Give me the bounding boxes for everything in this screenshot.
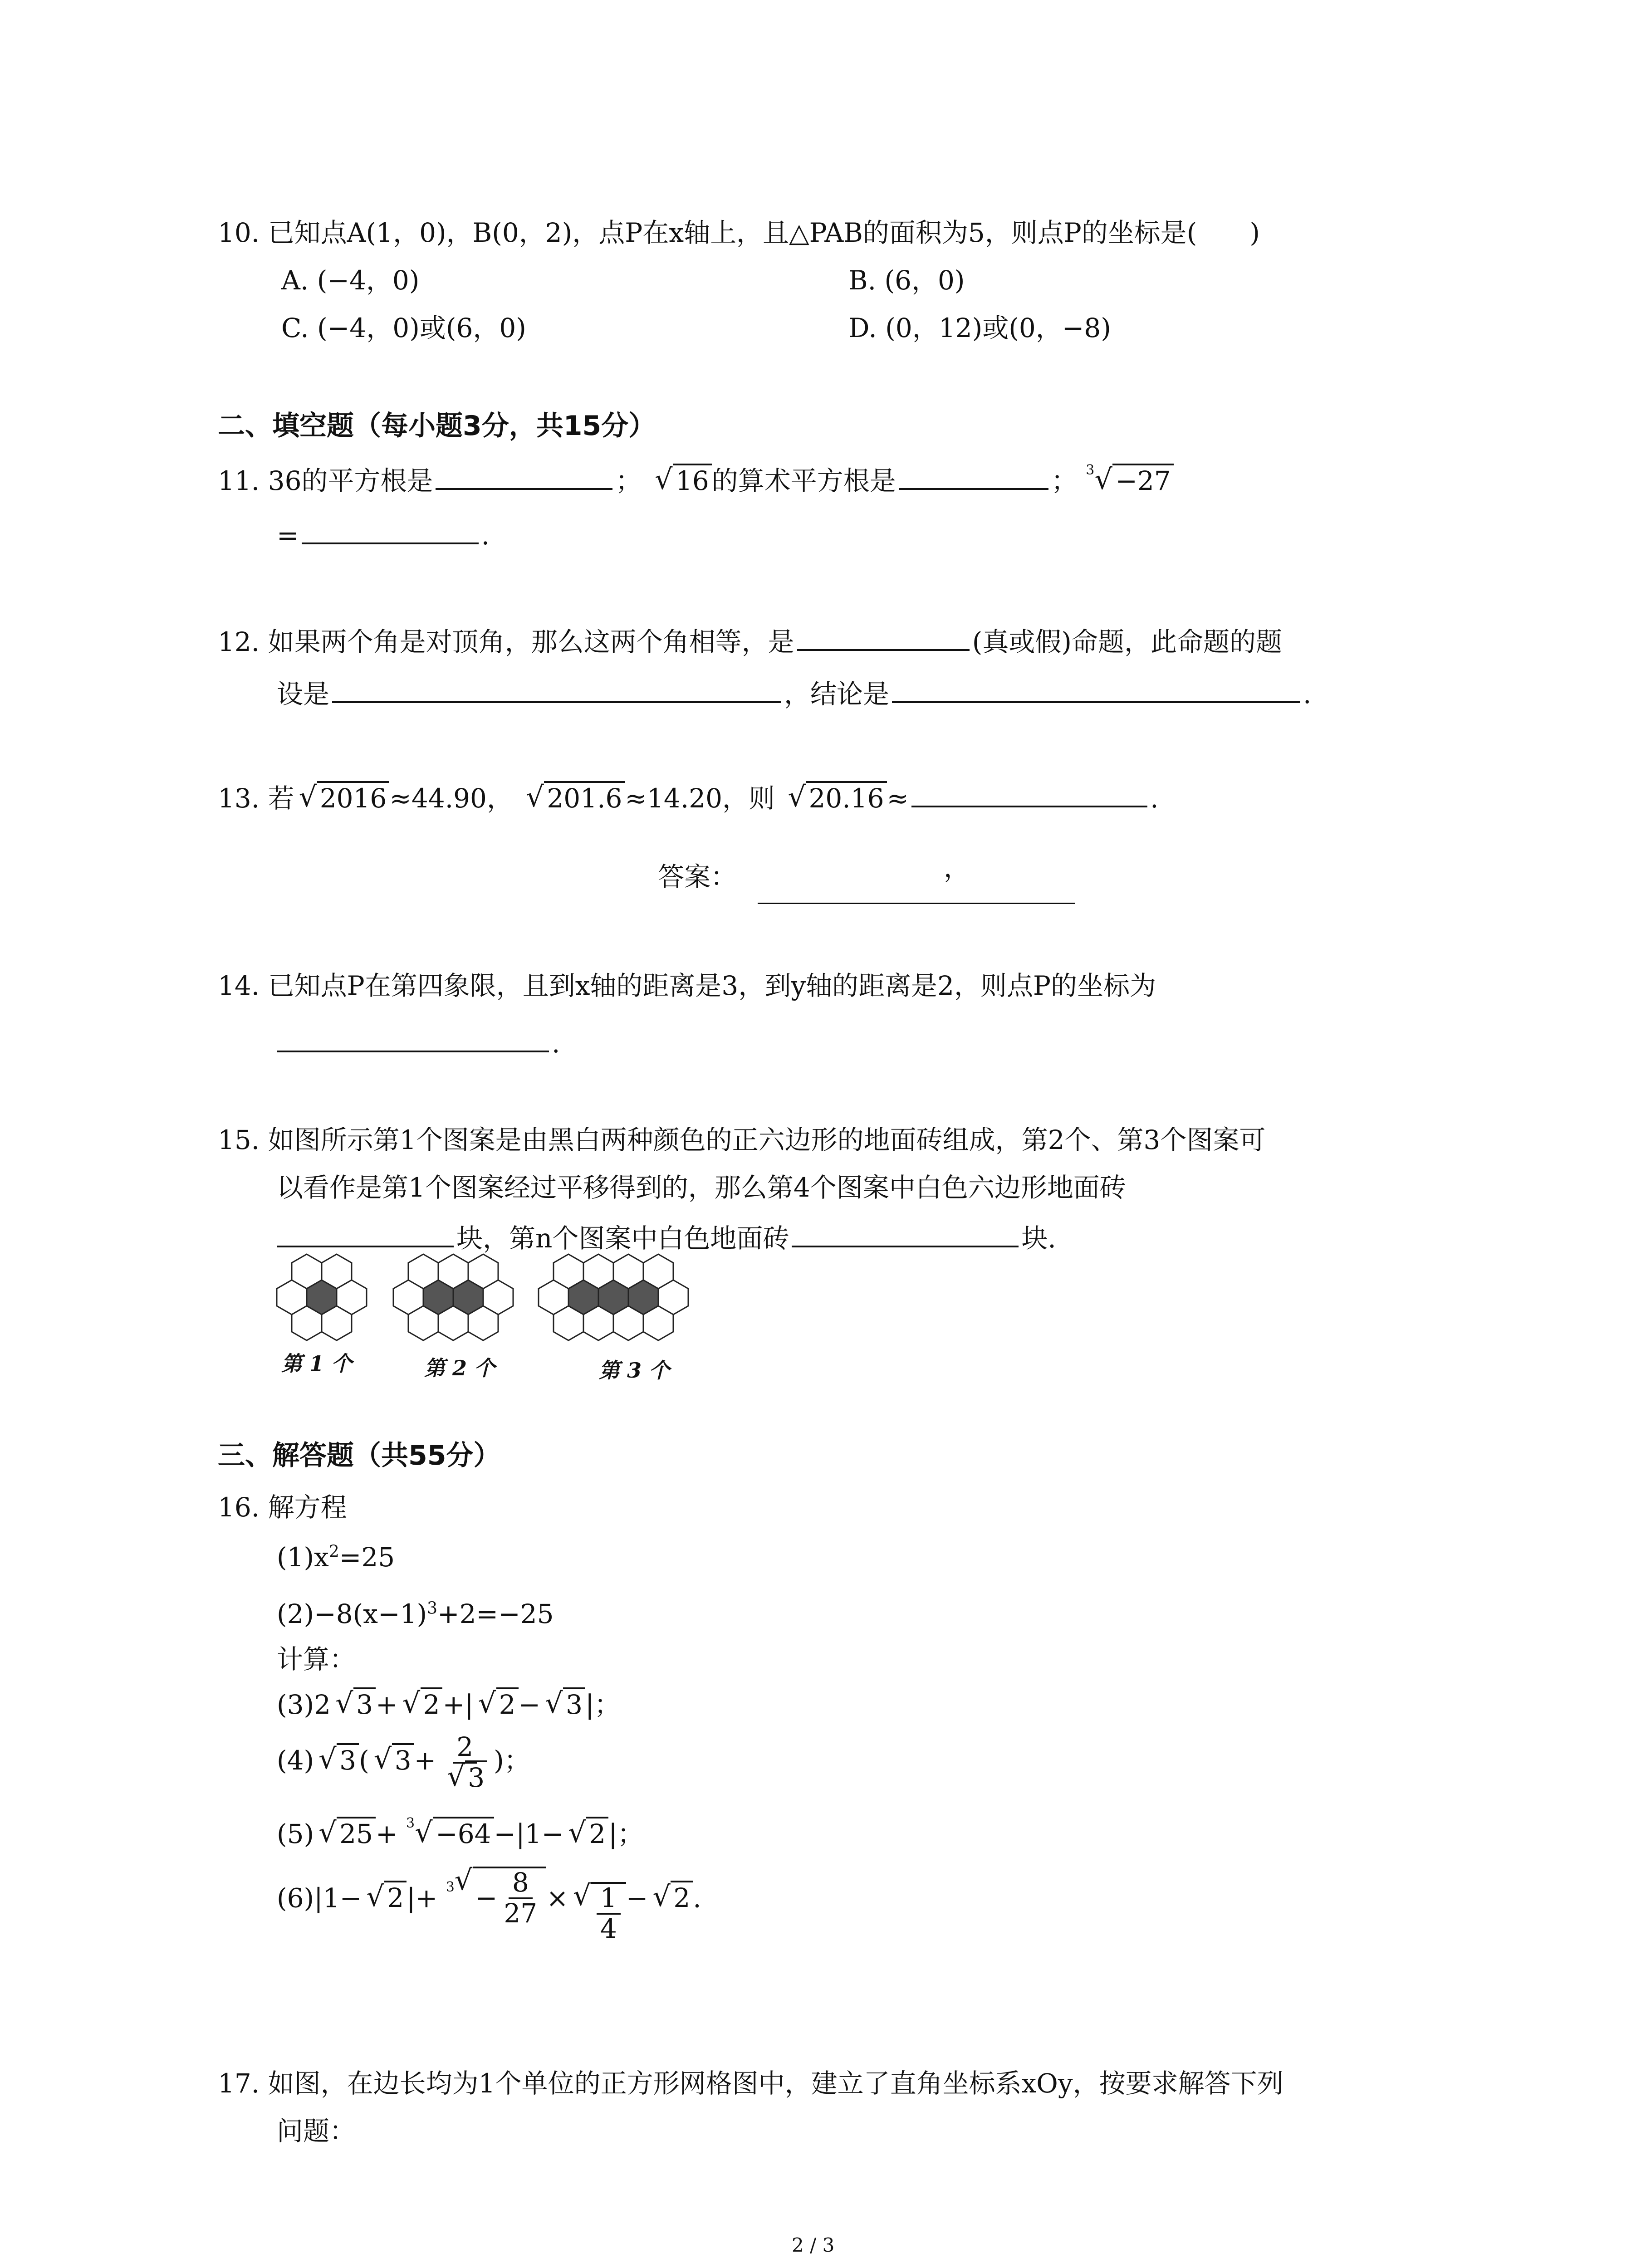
q17-line1: 17. 如图，在边长均为1个单位的正方形网格图中，建立了直角坐标系xOy，按要求解答下列 <box>218 2068 1283 2099</box>
q12-blank-3[interactable] <box>892 676 1300 703</box>
c4-sqrt-2-value: 3 <box>392 1743 414 1776</box>
q11-line1 <box>218 463 1174 496</box>
q11-text-2: 的算术平方根是 <box>711 465 896 496</box>
q11-blank-1[interactable] <box>436 463 612 490</box>
q11-line2 <box>277 517 490 551</box>
q12-blank-2[interactable] <box>332 676 781 703</box>
c3-e: |； <box>585 1689 621 1720</box>
q13-sqrt-20-16 <box>788 783 887 814</box>
c6-neg: √ − <box>475 1882 498 1914</box>
q16-eq-1 <box>277 1542 395 1573</box>
q11-text-1: 11. 36的平方根是 <box>218 465 433 496</box>
c4-b: ( <box>359 1745 369 1776</box>
q13-answer-line[interactable] <box>758 903 1075 904</box>
c3-sqrt-4-value: 3 <box>563 1687 585 1720</box>
q17-line2: 问题： <box>277 2116 356 2146</box>
section-2-heading: 二、填空题（每小题3分，共15分） <box>218 410 656 442</box>
c6-sqrt-2-value: 2 <box>671 1881 693 1913</box>
q13-text-1: 13. 若 <box>218 783 294 814</box>
figure-label-3: 第 3 个 <box>599 1358 670 1383</box>
c6-fraction-1-num: 8 <box>509 1868 533 1899</box>
c6-cbrt <box>455 1867 546 1928</box>
q13-value-2: ≈14.20，则 <box>625 783 775 814</box>
q13-line1 <box>218 780 1159 814</box>
q12-line1 <box>218 624 1282 657</box>
c4-d: )； <box>494 1745 530 1776</box>
c6-sqrt-1-value: 2 <box>384 1881 407 1913</box>
pattern-1 <box>277 1254 367 1340</box>
q13-sqrt-20-16-value: 20.16 <box>806 781 887 814</box>
q12-blank-1[interactable] <box>797 624 970 651</box>
c3-d: − <box>518 1689 541 1720</box>
q16-eq-1-sup: 2 <box>328 1542 339 1561</box>
q15-line1: 15. 如图所示第1个图案是由黑白两种颜色的正六边形的地面砖组成，第2个、第3个图案可 <box>218 1124 1266 1155</box>
q11-sqrt-16 <box>655 466 712 496</box>
c6-fraction-2-den: 4 <box>600 1913 617 1945</box>
c6-fraction-2 <box>597 1884 621 1944</box>
q12-end: . <box>1303 679 1312 709</box>
q12-text-4: ，结论是 <box>784 679 890 709</box>
c6-fraction-2-num: √ 1 <box>597 1884 621 1915</box>
q15-text-4: 块. <box>1021 1223 1056 1254</box>
q13-answer-label: 答案： <box>658 861 737 892</box>
q16-calc-3 <box>277 1690 621 1720</box>
q15-blank-1[interactable] <box>277 1220 454 1247</box>
c3-sqrt-1 <box>335 1690 376 1720</box>
c5-b: + <box>375 1818 398 1849</box>
c5-sqrt-2 <box>568 1819 608 1849</box>
c4-sqrt-1-value: 3 <box>337 1743 359 1776</box>
q11-blank-2[interactable] <box>899 463 1048 490</box>
figure-label-1: 第 1 个 <box>281 1351 353 1376</box>
q16-calc-label: 计算： <box>277 1644 356 1675</box>
c6-sqrt-1 <box>366 1883 407 1913</box>
c3-sqrt-2 <box>402 1690 443 1720</box>
c5-cbrt <box>415 1819 494 1849</box>
c5-cbrt-index: 3 <box>406 1815 415 1831</box>
c4-sqrt-2 <box>374 1745 414 1776</box>
q10-option-a: A. (−4，0) <box>281 265 420 296</box>
q13-sqrt-2016-value: 2016 <box>317 781 390 814</box>
c5-sqrt-2-value: 2 <box>586 1817 608 1849</box>
c5-c: −|1− <box>494 1818 564 1849</box>
figure-label-2: 第 2 个 <box>424 1356 495 1380</box>
q11-sqrt-16-value: 16 <box>673 464 712 496</box>
c6-cbrt-index: 3 <box>446 1879 455 1896</box>
q16-calc-5 <box>277 1815 644 1849</box>
c3-sqrt-3 <box>478 1690 519 1720</box>
q15-line2: 以看作是第1个图案经过平移得到的，那么第4个图案中白色六边形地面砖 <box>277 1172 1126 1203</box>
q11-cbrt-index: 3 <box>1086 462 1095 478</box>
q13-answer-mark: ， <box>944 852 970 883</box>
q10-option-b: B. (6，0) <box>848 265 965 296</box>
pattern-2 <box>393 1254 513 1340</box>
q14-line2 <box>277 1025 560 1059</box>
c4-c: + <box>414 1745 436 1776</box>
q16-calc-6 <box>277 1867 701 1944</box>
c4-sqrt-1 <box>318 1745 359 1776</box>
c6-e: . <box>693 1882 701 1914</box>
q14-line1: 14. 已知点P在第四象限，且到x轴的距离是3，到y轴的距离是2，则点P的坐标为 <box>218 970 1156 1001</box>
q15-blank-2[interactable] <box>792 1220 1019 1247</box>
c6-sqrt-2 <box>652 1883 693 1913</box>
q16-title: 16. 解方程 <box>218 1492 347 1523</box>
c6-fraction-1-den: 27 <box>504 1897 538 1929</box>
c4-fraction-den-value: 3 <box>465 1760 487 1793</box>
q13-value-1: ≈44.90， <box>389 783 513 814</box>
q13-end: . <box>1150 783 1159 814</box>
c3-a: (3)2 <box>277 1689 331 1720</box>
c6-a: (6)|1− <box>277 1882 362 1914</box>
q12-text-2: (真或假)命题，此命题的题 <box>972 626 1282 657</box>
c5-sqrt-1 <box>318 1819 376 1849</box>
q14-blank[interactable] <box>277 1025 549 1052</box>
page-number: 2 / 3 <box>792 2234 835 2256</box>
q11-sep-1: ； <box>615 465 642 496</box>
c5-cbrt-value: −64 <box>433 1817 494 1849</box>
c3-sqrt-4 <box>545 1690 585 1720</box>
q13-value-3: ≈ <box>887 783 909 814</box>
q15-text-3: 块，第n个图案中白色地面砖 <box>456 1223 789 1254</box>
q15-line3 <box>277 1220 1056 1254</box>
q13-sqrt-201-6-value: 201.6 <box>544 781 625 814</box>
q10-option-d: D. (0，12)或(0，−8) <box>848 313 1111 343</box>
q12-text-1: 12. 如果两个角是对顶角，那么这两个角相等，是 <box>218 626 794 657</box>
c6-times: × <box>546 1882 568 1914</box>
q10-option-c: C. (−4，0)或(6，0) <box>281 313 526 343</box>
section-3-heading: 三、解答题（共55分） <box>218 1440 501 1471</box>
q13-blank[interactable] <box>911 780 1147 807</box>
q11-eq: = <box>277 520 299 551</box>
q16-eq-2-a: (2)−8(x−1) <box>277 1598 427 1629</box>
q16-calc-4 <box>277 1733 530 1793</box>
q11-end: . <box>481 520 490 551</box>
q11-cbrt <box>1094 466 1173 496</box>
c5-d: |； <box>608 1818 644 1849</box>
c3-sqrt-3-value: 2 <box>496 1687 519 1720</box>
q10-stem: 10. 已知点A(1，0)，B(0，2)，点P在x轴上，且△PAB的面积为5，则点P的坐标是( ) <box>218 217 1260 248</box>
c6-sqrt-frac <box>573 1882 626 1944</box>
c6-fraction-1 <box>500 1868 541 1928</box>
q16-eq-2-sup: 3 <box>427 1599 438 1618</box>
c6-d: − <box>626 1882 648 1914</box>
c4-a: (4) <box>277 1745 314 1776</box>
q16-eq-2-b: +2=−25 <box>437 1598 554 1629</box>
q12-line2 <box>277 676 1311 709</box>
c6-b: |+ <box>407 1882 438 1914</box>
pattern-3 <box>539 1254 688 1340</box>
q16-eq-2 <box>277 1599 554 1629</box>
c4-fraction-num: 2 <box>453 1733 477 1764</box>
q12-text-3: 设是 <box>277 679 330 709</box>
c3-b: + <box>375 1689 398 1720</box>
q13-sqrt-2016 <box>299 783 390 814</box>
c3-sqrt-1-value: 3 <box>353 1687 376 1720</box>
c3-sqrt-2-value: 2 <box>421 1687 443 1720</box>
q13-sqrt-201-6 <box>526 783 625 814</box>
q16-eq-1-b: =25 <box>339 1542 395 1573</box>
q11-sep-2: ； <box>1051 465 1078 496</box>
q14-end: . <box>552 1028 560 1059</box>
q11-blank-3[interactable] <box>302 517 479 544</box>
q11-cbrt-value: −27 <box>1112 464 1173 496</box>
c4-fraction-den-sqrt <box>447 1764 487 1793</box>
c3-c: +| <box>442 1689 474 1720</box>
c5-a: (5) <box>277 1818 314 1849</box>
c4-fraction <box>439 1733 491 1793</box>
c5-sqrt-1-value: 25 <box>337 1817 376 1849</box>
q16-eq-1-a: (1)x <box>277 1542 329 1573</box>
